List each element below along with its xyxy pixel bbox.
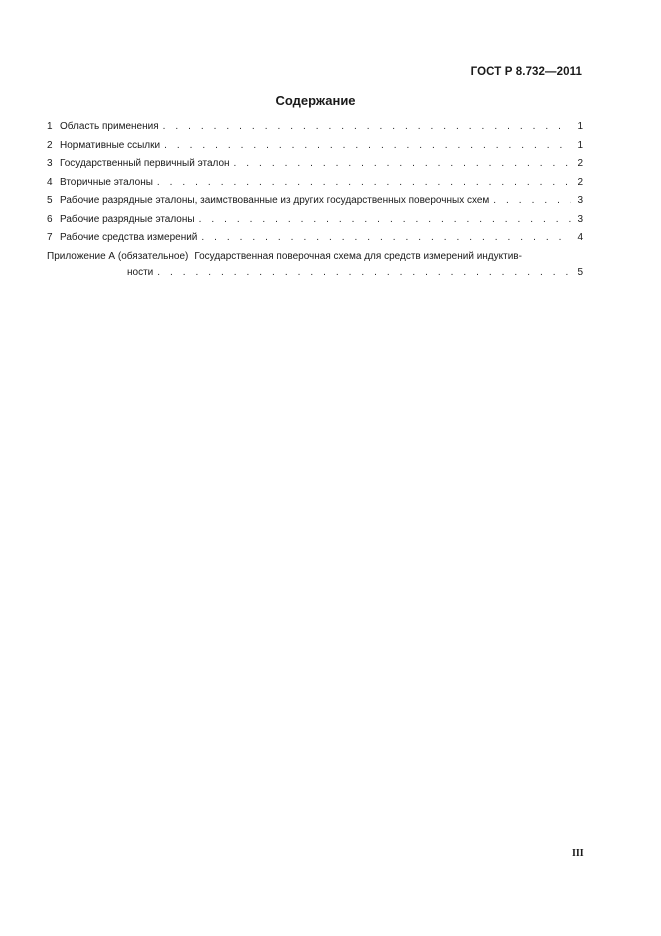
toc-entry-4[interactable] xyxy=(47,177,583,189)
toc-entry-label: Область применения xyxy=(60,121,159,132)
toc-entry-page: 3 xyxy=(577,213,583,225)
toc-entry-label: Рабочие разрядные эталоны xyxy=(60,213,195,225)
toc-entry-number: 7 xyxy=(47,232,53,243)
table-of-contents xyxy=(47,121,583,285)
toc-entry-number: 4 xyxy=(47,176,53,188)
dot-leader xyxy=(164,140,571,152)
toc-entry-page: 4 xyxy=(577,232,583,243)
toc-entry-label: Нормативные ссылки xyxy=(60,139,161,151)
toc-entry-page: 2 xyxy=(577,158,583,169)
toc-entry-2[interactable] xyxy=(47,140,583,152)
toc-entry-7[interactable] xyxy=(47,232,583,244)
dot-leader xyxy=(157,177,571,189)
toc-entry-page: 1 xyxy=(577,139,583,151)
toc-entry-label: Государственный первичный эталон xyxy=(60,158,230,169)
toc-entry-number: 6 xyxy=(47,213,53,225)
toc-entry-number: 3 xyxy=(47,158,53,169)
toc-entry-number: 5 xyxy=(47,195,53,206)
toc-title: Содержание xyxy=(275,93,356,108)
toc-entry-3[interactable] xyxy=(47,158,583,170)
dot-leader xyxy=(163,121,571,133)
dot-leader xyxy=(234,158,571,170)
toc-entry-page: 1 xyxy=(577,121,583,132)
toc-entry-page: 2 xyxy=(577,176,583,188)
annex-title-line1: Государственная поверочная схема для средств измерений индуктив- xyxy=(194,250,522,262)
toc-annex-entry-continuation[interactable] xyxy=(47,267,583,279)
document-code: ГОСТ Р 8.732—2011 xyxy=(470,66,582,78)
toc-entry-page: 5 xyxy=(577,266,583,278)
dot-leader xyxy=(157,267,571,279)
toc-entry-number: 1 xyxy=(47,121,53,132)
toc-entry-5[interactable] xyxy=(47,195,583,207)
toc-entry-number: 2 xyxy=(47,139,53,151)
dot-leader xyxy=(201,232,571,244)
toc-entry-label: Рабочие разрядные эталоны, заимствованные из других государственных поверочных схем xyxy=(60,195,490,206)
toc-entry-6[interactable] xyxy=(47,214,583,226)
annex-prefix: Приложение А (обязательное) xyxy=(47,250,189,262)
dot-leader xyxy=(493,195,571,207)
toc-entry-label: Рабочие средства измерений xyxy=(60,232,198,243)
annex-title-line2: ности xyxy=(127,266,154,278)
toc-entry-label: Вторичные эталоны xyxy=(60,176,153,188)
toc-annex-entry[interactable] xyxy=(47,251,583,263)
dot-leader xyxy=(199,214,571,226)
toc-entry-1[interactable] xyxy=(47,121,583,133)
toc-entry-page: 3 xyxy=(577,195,583,206)
page-folio: III xyxy=(572,848,584,859)
